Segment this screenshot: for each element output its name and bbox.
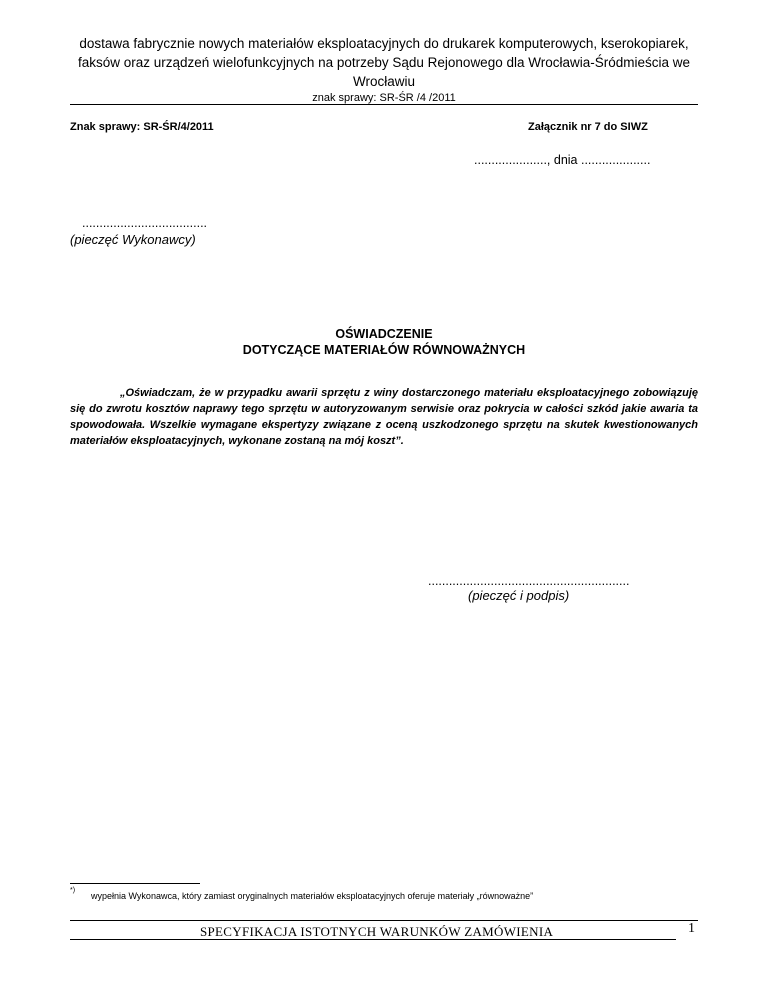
header-line-3: Wrocławiu [352,74,415,89]
footer-title: SPECYFIKACJA ISTOTNYCH WARUNKÓW ZAMÓWIENIA [200,924,554,939]
document-title: OŚWIADCZENIE [335,327,433,341]
header-line-1: dostawa fabrycznie nowych materiałów eksploatacyjnych do drukarek komputerowych, kserokopiarek, [79,36,689,51]
document-subtitle: DOTYCZĄCE MATERIAŁÓW RÓWNOWAŻNYCH [242,343,526,357]
place-date-line: ....................., dnia .................... [474,153,651,167]
footnote-text: wypełnia Wykonawca, który zamiast oryginalnych materiałów eksploatacyjnych oferuje materiały „równoważne” [91,891,534,901]
footer-divider-top [70,920,698,921]
footer-divider-bottom [70,939,676,940]
contractor-stamp-dots: .................................... [82,216,208,230]
signature-dots: .......................................................... [428,574,630,588]
header-case-number: znak sprawy: SR-ŚR /4 /2011 [312,92,456,104]
case-number: Znak sprawy: SR-ŚR/4/2011 [70,121,214,133]
footnote-divider [70,883,200,884]
attachment-label: Załącznik nr 7 do SIWZ [528,121,648,133]
contractor-stamp-label: (pieczęć Wykonawcy) [70,232,196,247]
header-line-2: faksów oraz urządzeń wielofunkcyjnych na potrzeby Sądu Rejonowego dla Wrocławia-Śródmieścia we [77,55,691,70]
page-number: 1 [688,921,695,936]
footnote-mark: *) [70,887,76,894]
header-divider [70,104,698,105]
signature-label: (pieczęć i podpis) [468,588,570,603]
statement-paragraph: „Oświadczam, że w przypadku awarii sprzętu z winy dostarczonego materiału eksploatacyjnego zobowiązuję się do zwrotu kosztów naprawy tego sprzętu w autoryzowanym serwisie oraz pokrycia w całości szkód jakie awaria ta spowodowała. Wszelkie wymagane ekspertyzy związane z oceną uszkodzonego sprzętu na skutek kwestionowanych materiałów eksploatacyjnych, wykonane zostaną na mój koszt”. [70,387,698,447]
